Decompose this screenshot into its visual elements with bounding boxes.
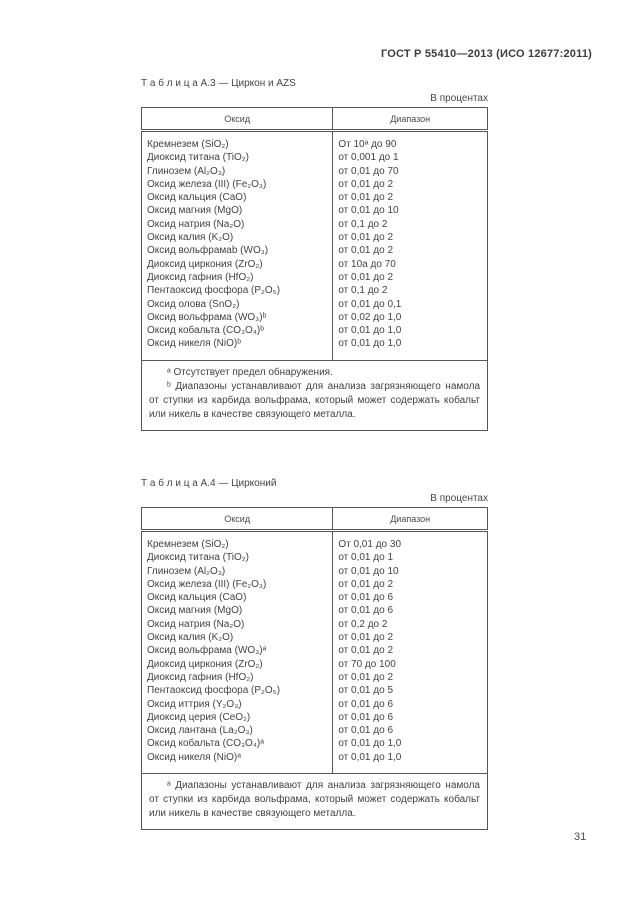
oxide-cell: Пентаоксид фосфора (P₂O₅) [142, 284, 333, 297]
table-row [142, 698, 488, 711]
range-cell: От 0,01 до 30 [338, 539, 402, 550]
table-row [142, 737, 488, 750]
oxide-cell: Оксид никеля (NiO)ᵇ [142, 337, 333, 360]
table-row [142, 531, 488, 552]
range-cell: от 0,01 до 2 [338, 245, 394, 257]
oxide-cell: Диоксид церия (CeO₂) [142, 711, 333, 724]
column-header-range: Диапазон [333, 108, 488, 131]
table-row [142, 324, 488, 337]
range-cell: от 0,01 до 6 [338, 592, 394, 604]
table-row [142, 165, 488, 178]
range-cell: от 0,01 до 2 [338, 232, 394, 244]
range-cell: от 0,01 до 0,1 [338, 298, 402, 310]
column-header-oxide: Оксид [142, 108, 333, 131]
oxide-table-a3 [141, 107, 488, 431]
table-row [142, 204, 488, 217]
range-cell: от 0,01 до 2 [338, 671, 394, 683]
range-cell: от 10а до 70 [338, 258, 396, 270]
range-cell: от 0,01 до 6 [338, 725, 394, 737]
range-cell: от 0,2 до 2 [338, 618, 388, 630]
oxide-cell: Диоксид гафния (HfO₂) [142, 671, 333, 684]
range-cell: от 0,01 до 2 [338, 632, 394, 644]
table-a3-caption: Т а б л и ц а А.3 — Циркон и AZS [141, 78, 296, 89]
footnote-marker: ᵃ [167, 366, 171, 378]
range-cell: от 0,01 до 1,0 [338, 325, 402, 337]
table-row [142, 258, 488, 271]
range-cell: от 0,1 до 2 [338, 285, 388, 297]
oxide-cell: Глинозем (Al₂O₃) [142, 165, 333, 178]
table-row [142, 298, 488, 311]
oxide-cell: Оксид кобальта (CO₃O₄)ᵇ [142, 324, 333, 337]
oxide-cell: Оксид натрия (Na₂O) [142, 218, 333, 231]
table-a3-block [141, 78, 488, 431]
oxide-cell: Оксид вольфрама (WO₃)ᵇ [142, 311, 333, 324]
range-cell: от 0,01 до 10 [338, 565, 399, 577]
column-header-oxide: Оксид [142, 508, 333, 531]
range-cell: от 0,01 до 6 [338, 605, 394, 617]
footnote-text: Диапазоны устанавливают для анализа загрязняющего намола от ступки из карбида вольфрама, который может содержать кобальт или никель в качестве связующего металла. [149, 380, 481, 421]
header-row [142, 108, 488, 131]
oxide-cell: Пентаоксид фосфора (P₂O₅) [142, 684, 333, 697]
range-cell: от 0,01 до 2 [338, 192, 394, 204]
range-cell: от 70 до 100 [338, 658, 396, 670]
table-a4-unit-note: В процентах [430, 493, 488, 504]
table-row [142, 271, 488, 284]
table-row [142, 311, 488, 324]
range-cell: от 0,01 до 1,0 [338, 338, 402, 350]
table-row [142, 151, 488, 164]
oxide-cell: Оксид железа (III) (Fe₂O₃) [142, 578, 333, 591]
oxide-cell: Диоксид циркония (ZrO₂) [142, 258, 333, 271]
oxide-cell: Оксид лантана (La₂O₃) [142, 724, 333, 737]
table-row [142, 671, 488, 684]
range-cell: от 0,01 до 1 [338, 552, 394, 564]
table-row [142, 231, 488, 244]
table-row [142, 751, 488, 774]
oxide-cell: Оксид олова (SnO₂) [142, 298, 333, 311]
range-cell: от 0,001 до 1 [338, 152, 399, 164]
oxide-cell: Оксид кальция (CaO) [142, 591, 333, 604]
range-cell: от 0,02 до 1,0 [338, 311, 402, 323]
oxide-cell: Оксид железа (III) (Fe₂O₃) [142, 178, 333, 191]
table-footnote [149, 779, 480, 822]
table-row [142, 218, 488, 231]
table-row [142, 337, 488, 360]
footnote-row [142, 774, 488, 830]
range-cell: от 0,01 до 2 [338, 645, 394, 657]
document-header: ГОСТ Р 55410—2013 (ИСО 12677:2011) [380, 48, 592, 60]
table-row [142, 565, 488, 578]
oxide-cell: Диоксид циркония (ZrO₂) [142, 658, 333, 671]
oxide-cell: Оксид вольфрама (WO₃)ᵃ [142, 644, 333, 657]
footnote-row [142, 360, 488, 430]
table-footnote [149, 380, 480, 423]
oxide-cell: Оксид иттрия (Y₂O₃) [142, 698, 333, 711]
range-cell: от 0,01 до 1,0 [338, 738, 402, 750]
oxide-cell: Оксид никеля (NiO)ᵃ [142, 751, 333, 774]
range-cell: от 0,01 до 5 [338, 685, 394, 697]
footnote-cell [142, 360, 488, 430]
table-row [142, 131, 488, 152]
table-row [142, 618, 488, 631]
oxide-cell: Диоксид гафния (HfO₂) [142, 271, 333, 284]
range-cell: от 0,01 до 6 [338, 711, 394, 723]
range-cell: от 0,01 до 2 [338, 578, 394, 590]
oxide-cell: Кремнезем (SiO₂) [142, 531, 333, 552]
header-row [142, 508, 488, 531]
oxide-cell: Оксид магния (MgO) [142, 604, 333, 617]
oxide-cell: Диоксид титана (TiO₂) [142, 151, 333, 164]
range-cell: от 0,01 до 70 [338, 165, 399, 177]
table-a4-block [141, 478, 488, 830]
footnote-cell [142, 774, 488, 830]
range-cell: от 0,01 до 6 [338, 698, 394, 710]
oxide-table-a4 [141, 507, 488, 830]
oxide-cell: Оксид магния (MgO) [142, 204, 333, 217]
table-row [142, 604, 488, 617]
table-row [142, 724, 488, 737]
range-cell: от 0,1 до 2 [338, 218, 388, 230]
range-cell: от 0,01 до 2 [338, 271, 394, 283]
table-a3-unit-note: В процентах [430, 93, 488, 104]
oxide-cell: Оксид калия (K₂O) [142, 231, 333, 244]
table-row [142, 191, 488, 204]
table-row [142, 244, 488, 257]
table-row [142, 578, 488, 591]
table-footnote [149, 366, 480, 380]
column-header-range: Диапазон [333, 508, 488, 531]
oxide-cell: Кремнезем (SiO₂) [142, 131, 333, 152]
oxide-cell: Оксид кобальта (CO₃O₄)ᵃ [142, 737, 333, 750]
oxide-cell: Оксид вольфрамаb (WO₃) [142, 244, 333, 257]
footnote-text: Диапазоны устанавливают для анализа загрязняющего намола от ступки из карбида вольфрама, который может содержать кобальт или никель в качестве связующего металла. [149, 780, 480, 820]
table-a4-caption: Т а б л и ц а А.4 — Цирконий [141, 478, 277, 489]
table-row [142, 284, 488, 297]
table-row [142, 684, 488, 697]
table-row [142, 644, 488, 657]
oxide-cell: Оксид кальция (CaO) [142, 191, 333, 204]
oxide-cell: Глинозем (Al₂O₃) [142, 565, 333, 578]
range-cell: от 0,01 до 1,0 [338, 751, 402, 763]
table-row [142, 711, 488, 724]
table-row [142, 591, 488, 604]
table-row [142, 551, 488, 564]
page-number: 31 [574, 831, 587, 843]
range-cell: от 0,01 до 10 [338, 205, 399, 217]
range-cell: От 10ᵃ до 90 [338, 139, 397, 150]
oxide-cell: Оксид калия (K₂O) [142, 631, 333, 644]
table-row [142, 178, 488, 191]
footnote-marker: ᵃ [167, 780, 171, 792]
oxide-cell: Диоксид титана (TiO₂) [142, 551, 333, 564]
range-cell: от 0,01 до 2 [338, 178, 394, 190]
footnote-text: Отсутствует предел обнаружения. [173, 366, 333, 378]
oxide-cell: Оксид натрия (Na₂O) [142, 618, 333, 631]
table-row [142, 658, 488, 671]
footnote-marker: ᵇ [167, 380, 171, 392]
table-row [142, 631, 488, 644]
